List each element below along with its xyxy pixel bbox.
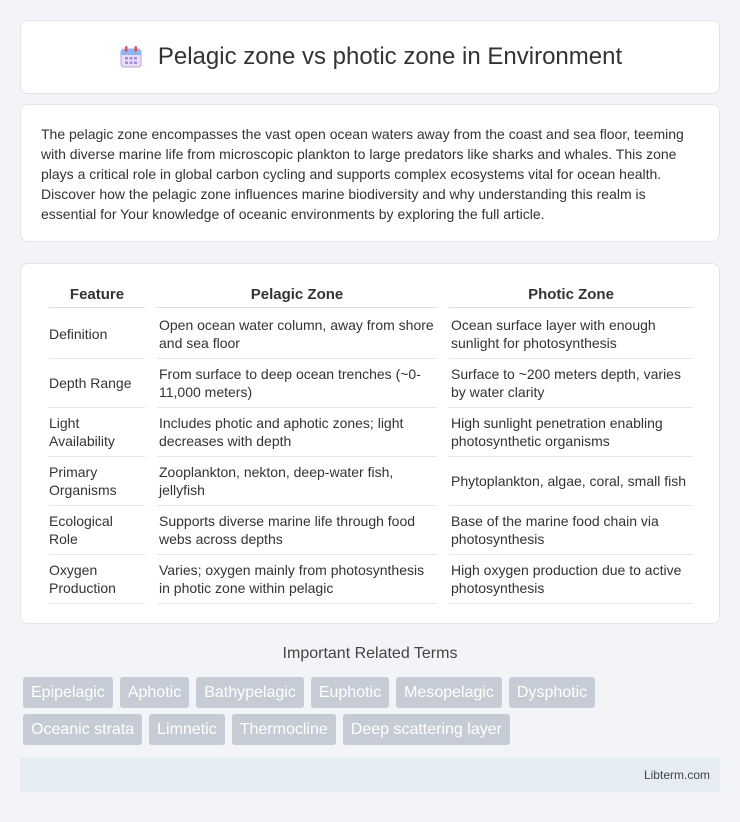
footer-brand-link[interactable]: Libterm.com: [643, 768, 710, 782]
row-photic: Phytoplankton, algae, coral, small fish: [443, 457, 699, 506]
row-pelagic: Open ocean water column, away from shore and sea floor: [151, 310, 443, 359]
comparison-table-card: [20, 263, 720, 624]
intro-paragraph: The pelagic zone encompasses the vast open ocean waters away from the coast and sea floor, teeming with diverse marine life from microscopic plankton to large predators like sharks and whales. This zone plays a critical role in global carbon cycling and supports complex ecosystems vital for ocean health. Discover how the pelagic zone influences marine biodiversity and why understanding this realm is essential for Your knowledge of oceanic environments by exploring the full article.: [41, 126, 684, 222]
header-pelagic-zone: Pelagic Zone: [151, 284, 443, 310]
row-photic: Surface to ~200 meters depth, varies by water clarity: [443, 359, 699, 408]
row-pelagic: Supports diverse marine life through food webs across depths: [151, 506, 443, 555]
tag-dysphotic[interactable]: Dysphotic: [509, 677, 595, 708]
row-pelagic: Zooplankton, nekton, deep-water fish, jellyfish: [151, 457, 443, 506]
intro-card: [20, 104, 720, 242]
header-photic-zone: Photic Zone: [443, 284, 699, 310]
table-row: [43, 506, 699, 555]
row-feature: Primary Organisms: [43, 457, 151, 506]
tag-oceanic-strata[interactable]: Oceanic strata: [23, 714, 142, 745]
table-row: [43, 457, 699, 506]
table-header-row: [43, 284, 699, 310]
row-feature: Definition: [43, 310, 151, 359]
row-photic: Ocean surface layer with enough sunlight for photosynthesis: [443, 310, 699, 359]
tag-aphotic[interactable]: Aphotic: [120, 677, 189, 708]
row-photic: High oxygen production due to active photosynthesis: [443, 555, 699, 604]
row-photic: High sunlight penetration enabling photosynthetic organisms: [443, 408, 699, 457]
row-pelagic: Includes photic and aphotic zones; light decreases with depth: [151, 408, 443, 457]
footer: [20, 758, 720, 792]
related-terms-row-2: [23, 714, 723, 745]
tag-bathypelagic[interactable]: Bathypelagic: [196, 677, 304, 708]
header-feature: Feature: [43, 284, 151, 310]
tag-deep-scattering-layer[interactable]: Deep scattering layer: [343, 714, 510, 745]
tag-limnetic[interactable]: Limnetic: [149, 714, 225, 745]
table-row: [43, 555, 699, 604]
tag-epipelagic[interactable]: Epipelagic: [23, 677, 113, 708]
header-card: [20, 20, 720, 94]
row-feature: Ecological Role: [43, 506, 151, 555]
calendar-icon: [118, 44, 144, 70]
title-wrap: [118, 43, 622, 71]
tag-thermocline[interactable]: Thermocline: [232, 714, 336, 745]
row-pelagic: Varies; oxygen mainly from photosynthesis in photic zone within pelagic: [151, 555, 443, 604]
table-row: [43, 408, 699, 457]
table-row: [43, 310, 699, 359]
table-row: [43, 359, 699, 408]
row-feature: Oxygen Production: [43, 555, 151, 604]
comparison-table: [43, 284, 699, 604]
page-title: Pelagic zone vs photic zone in Environment: [157, 43, 623, 70]
related-terms-title: Important Related Terms: [282, 645, 458, 662]
row-photic: Base of the marine food chain via photosynthesis: [443, 506, 699, 555]
tag-mesopelagic[interactable]: Mesopelagic: [396, 677, 502, 708]
row-pelagic: From surface to deep ocean trenches (~0-11,000 meters): [151, 359, 443, 408]
related-terms-row-1: [23, 677, 723, 708]
row-feature: Depth Range: [43, 359, 151, 408]
row-feature: Light Availability: [43, 408, 151, 457]
tag-euphotic[interactable]: Euphotic: [311, 677, 389, 708]
